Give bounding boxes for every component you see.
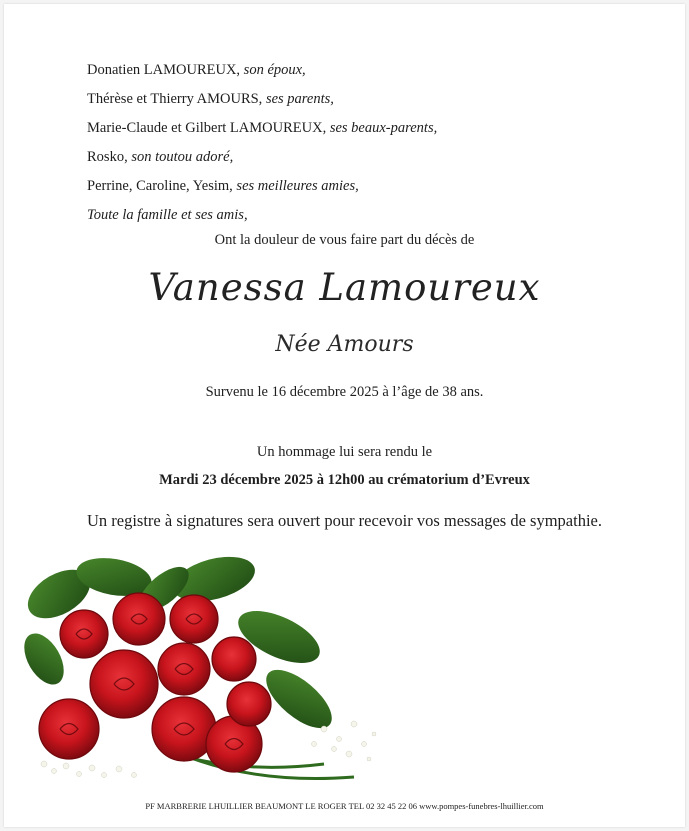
registry-notice: Un registre à signatures sera ouvert pour recevoir vos messages de sympathie. (86, 511, 602, 530)
family-line (87, 85, 437, 114)
family-line (87, 143, 437, 172)
funeral-home-footer: PF MARBRERIE LHUILLIER BEAUMONT LE ROGER TEL 02 32 45 22 06 www.pompes-funebres-lhuillier.com (145, 801, 544, 811)
family-relation: Toute la famille et ses amis, (87, 207, 248, 223)
family-relation: son époux, (243, 62, 306, 78)
family-member-name: Donatien LAMOUREUX, (87, 62, 244, 78)
family-member-name: Perrine, Caroline, Yesim, (87, 178, 237, 194)
ceremony-details: Mardi 23 décembre 2025 à 12h00 au crématorium d’Evreux (159, 472, 530, 488)
family-line (87, 201, 437, 230)
family-relation: ses meilleures amies, (236, 178, 359, 194)
family-relation: son toutou adoré, (131, 149, 234, 165)
family-relation: ses beaux-parents, (329, 120, 438, 136)
announcement: Ont la douleur de vous faire part du décès de (214, 232, 475, 248)
tribute-intro: Un hommage lui sera rendu le (256, 444, 433, 460)
maiden-name: Née Amours (275, 332, 414, 357)
family-member-name: Rosko, (87, 149, 132, 165)
family-list (87, 56, 437, 230)
obituary-page (4, 4, 685, 827)
death-notice: Survenu le 16 décembre 2025 à l’âge de 38 ans. (205, 384, 484, 400)
family-line (87, 172, 437, 201)
family-member-name: Marie-Claude et Gilbert LAMOUREUX, (87, 120, 330, 136)
deceased-name: Vanessa Lamoureux (148, 266, 541, 309)
family-relation: ses parents, (265, 91, 334, 107)
family-member-name: Thérèse et Thierry AMOURS, (87, 91, 266, 107)
red-roses-bouquet-image (24, 549, 404, 789)
family-line (87, 114, 437, 143)
family-line (87, 56, 437, 85)
